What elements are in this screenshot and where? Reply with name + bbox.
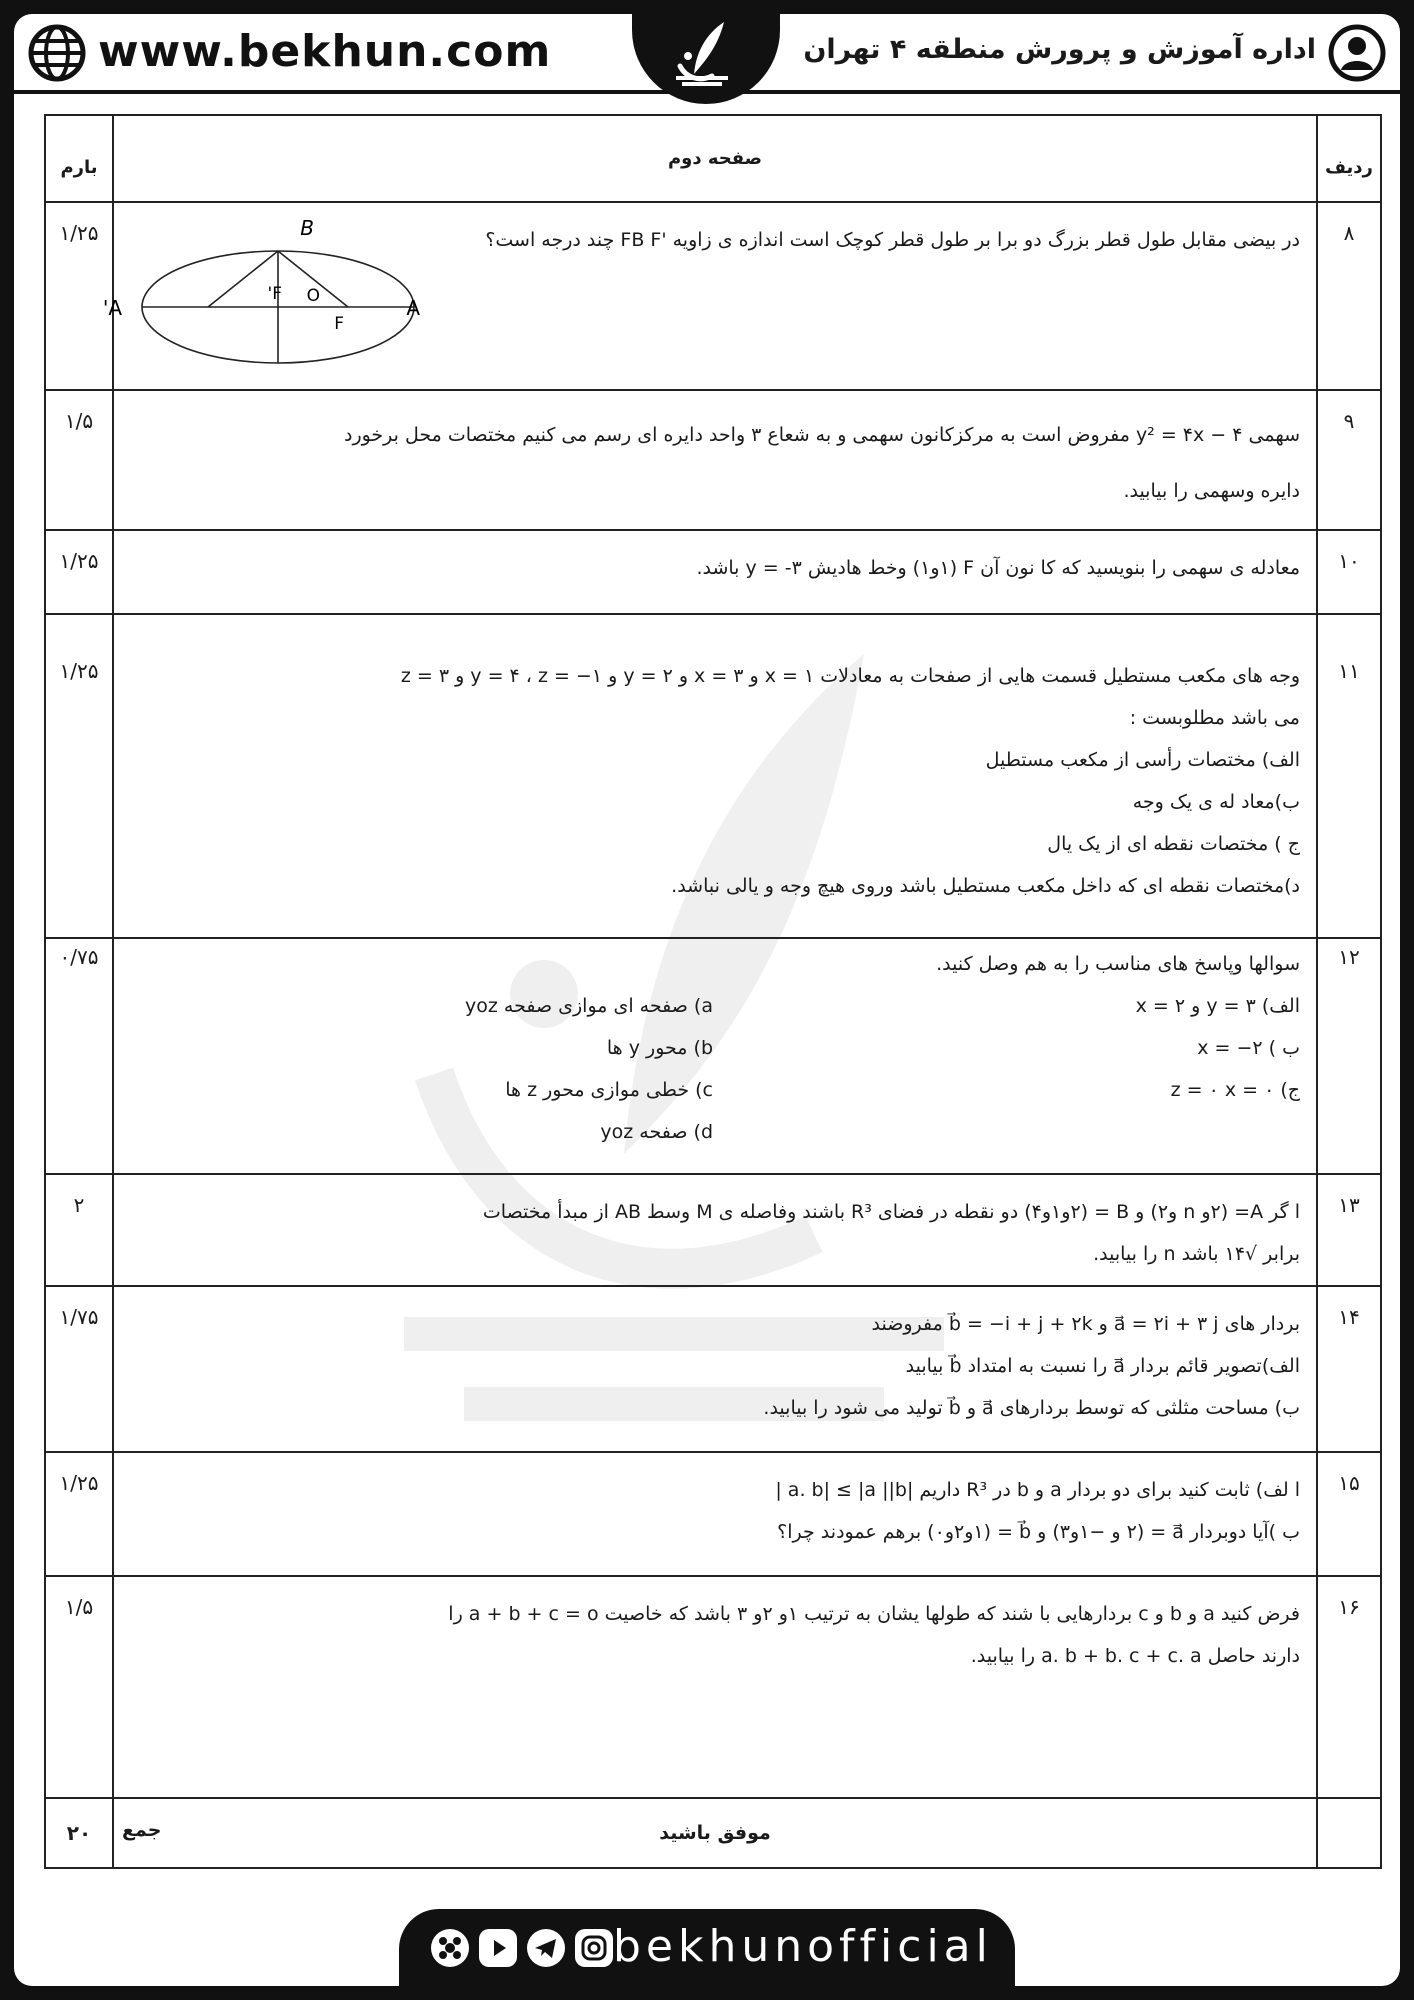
social-handle[interactable]: bekhunofficial <box>613 1921 993 1972</box>
globe-icon <box>28 24 86 82</box>
question-body <box>113 1452 1317 1576</box>
aparat-icon[interactable] <box>431 1929 469 1967</box>
instagram-icon[interactable] <box>575 1929 613 1967</box>
matching-answer-d: d) صفحه yoz <box>600 1121 713 1143</box>
brand-logo <box>632 8 780 104</box>
question-row-15 <box>45 1452 1381 1576</box>
site-url[interactable]: www.bekhun.com <box>98 26 552 77</box>
question-body <box>113 530 1317 614</box>
question-score: ۱/۲۵ <box>45 614 113 938</box>
user-avatar-icon <box>1328 24 1386 82</box>
matching-answer-b: b) محور y ها <box>606 1037 713 1059</box>
question-score: ۰/۷۵ <box>45 938 113 1174</box>
page-header <box>14 14 1400 94</box>
matching-answer-a: a) صفحه ای موازی صفحه yoz <box>465 995 713 1017</box>
fig-label-a: A <box>406 296 420 320</box>
question-row-12 <box>45 938 1381 1174</box>
question-body <box>113 1286 1317 1452</box>
question-row-10 <box>45 530 1381 614</box>
question-body <box>113 1576 1317 1798</box>
fig-label-f-prime: F' <box>267 284 282 304</box>
telegram-icon[interactable] <box>527 1929 565 1967</box>
question-body <box>113 390 1317 530</box>
question-number: ۱۲ <box>1317 938 1381 1174</box>
question-part-a: ا لف) ثابت کنید برای دو بردار a و b در R³ داریم |a. b| ≤ |a ||b | <box>775 1479 1300 1501</box>
fig-label-f: F <box>334 314 344 334</box>
question-part-b: ب )آیا دوبردار a⃗ = (۲ و −۱و۳) و b⃗ = (۱و۲و۰) برهم عمودند چرا؟ <box>777 1521 1300 1543</box>
footer-message-cell <box>113 1798 1317 1868</box>
question-number: ۹ <box>1317 390 1381 530</box>
question-text-line-1: بردار های a⃗ = ۲i + ۳ j و b⃗ = −i + j + ۲k مفروضند <box>871 1313 1300 1335</box>
col-score-header: بارم <box>45 115 113 202</box>
question-number: ۱۱ <box>1317 614 1381 938</box>
question-text-line-2: دارند حاصل a. b + b. c + c. a را بیابید. <box>970 1645 1300 1667</box>
question-text-line-1: فرض کنید a و b و c بردارهایی با شند که طولها یشان به ترتیب ۱و ۲و ۳ باشد که خاصیت a + b + c = o را <box>448 1603 1300 1625</box>
question-intro: سوالها وپاسخ های مناسب را به هم وصل کنید. <box>936 953 1300 975</box>
table-footer-row <box>45 1798 1381 1868</box>
question-text: در بیضی مقابل طول قطر بزرگ دو برا بر طول قطر کوچک است اندازه ی زاویه 'FB F چند درجه است؟ <box>485 229 1300 251</box>
question-text-line-1: ا گر A= (۲و n و۲) و B = (۲و۱و۴) دو نقطه در فضای R³ باشند وفاصله ی M وسط AB از مبدأ مختصات <box>482 1201 1300 1223</box>
social-bar <box>399 1909 1015 1987</box>
question-row-9 <box>45 390 1381 530</box>
question-text-line-2: دایره وسهمی را بیابید. <box>1123 480 1300 502</box>
question-body <box>113 938 1317 1174</box>
matching-item-2: ب ) x = −۲ <box>1197 1037 1300 1059</box>
fig-label-a-prime: A' <box>102 296 122 320</box>
question-text-line-1: سهمی y² = ۴x − ۴ مفروض است به مرکزکانون سهمی و به شعاع ۳ واحد دایره ای رسم می کنیم مختصات محل برخورد <box>343 424 1300 446</box>
question-row-8 <box>45 202 1381 390</box>
matching-item-1: الف) y = ۳ و x = ۲ <box>1135 995 1300 1017</box>
sum-label: جمع <box>122 1819 162 1841</box>
matching-left-column <box>713 985 1300 1153</box>
matching-right-column <box>126 985 713 1153</box>
total-score: ۲۰ <box>45 1798 113 1868</box>
question-text-line-2: می باشد مطلوبست : <box>1129 707 1300 729</box>
question-part-d: د)مختصات نقطه ای که داخل مکعب مستطیل باشد وروی هیچ وجه و یالی نباشد. <box>671 875 1300 897</box>
question-row-11 <box>45 614 1381 938</box>
question-number: ۸ <box>1317 202 1381 390</box>
footer-spacer <box>1317 1798 1381 1868</box>
question-number: ۱۵ <box>1317 1452 1381 1576</box>
question-part-b: ب) مساحت مثلثی که توسط بردارهای a⃗ و b⃗ تولید می شود را بیابید. <box>763 1397 1300 1419</box>
question-text: معادله ی سهمی را بنویسید که کا نون آن F (۱و۱) وخط هادیش y = -۳ باشد. <box>696 557 1300 579</box>
matching-answer-c: c) خطی موازی محور z ها <box>505 1079 713 1101</box>
question-score: ۱/۵ <box>45 1576 113 1798</box>
question-part-a: الف)تصویر قائم بردار a⃗ را نسبت به امتداد b⃗ بیابید <box>905 1355 1300 1377</box>
col-row-header: ردیف <box>1317 115 1381 202</box>
fig-label-o: O <box>306 286 320 306</box>
table-header-row <box>45 115 1381 202</box>
fig-label-b: B <box>300 216 314 240</box>
question-score: ۱/۲۵ <box>45 1452 113 1576</box>
question-part-b: ب)معاد له ی یک وجه <box>1132 791 1300 813</box>
col-page-header: صفحه دوم <box>113 115 1317 202</box>
question-number: ۱۳ <box>1317 1174 1381 1286</box>
question-body <box>113 614 1317 938</box>
matching-grid <box>126 985 1300 1153</box>
org-title: اداره آموزش و پرورش منطقه ۴ تهران <box>803 34 1316 65</box>
question-body <box>102 202 1317 390</box>
question-score: ۱/۲۵ <box>45 530 113 614</box>
question-part-c: ج ) مختصات نقطه ای از یک یال <box>1047 833 1300 855</box>
question-row-14 <box>45 1286 1381 1452</box>
question-score: ۱/۷۵ <box>45 1286 113 1452</box>
question-text-line-2: برابر √۱۴ باشد n را بیابید. <box>1093 1243 1300 1265</box>
matching-item-3: ج) z = ۰ x = ۰ <box>1170 1079 1300 1101</box>
ellipse-figure <box>102 213 442 363</box>
question-score: ۱/۲۵ <box>45 202 113 390</box>
question-body <box>113 1174 1317 1286</box>
social-icons <box>431 1929 613 1967</box>
question-number: ۱۶ <box>1317 1576 1381 1798</box>
exam-page <box>14 14 1400 1986</box>
footer-message: موفق باشید <box>659 1822 771 1844</box>
question-row-16 <box>45 1576 1381 1798</box>
question-score: ۲ <box>45 1174 113 1286</box>
question-text-line-1: وجه های مکعب مستطیل قسمت هایی از صفحات به معادلات x = ۱ و x = ۳ و y = ۲ و y = ۴ ، z = −۱ و z = ۳ <box>400 665 1300 687</box>
exam-table <box>44 114 1382 1869</box>
question-number: ۱۴ <box>1317 1286 1381 1452</box>
question-row-13 <box>45 1174 1381 1286</box>
question-score: ۱/۵ <box>45 390 113 530</box>
question-number: ۱۰ <box>1317 530 1381 614</box>
youtube-icon[interactable] <box>479 1929 517 1967</box>
feather-logo-icon <box>666 16 746 96</box>
question-part-a: الف) مختصات رأسی از مکعب مستطیل <box>985 749 1300 771</box>
